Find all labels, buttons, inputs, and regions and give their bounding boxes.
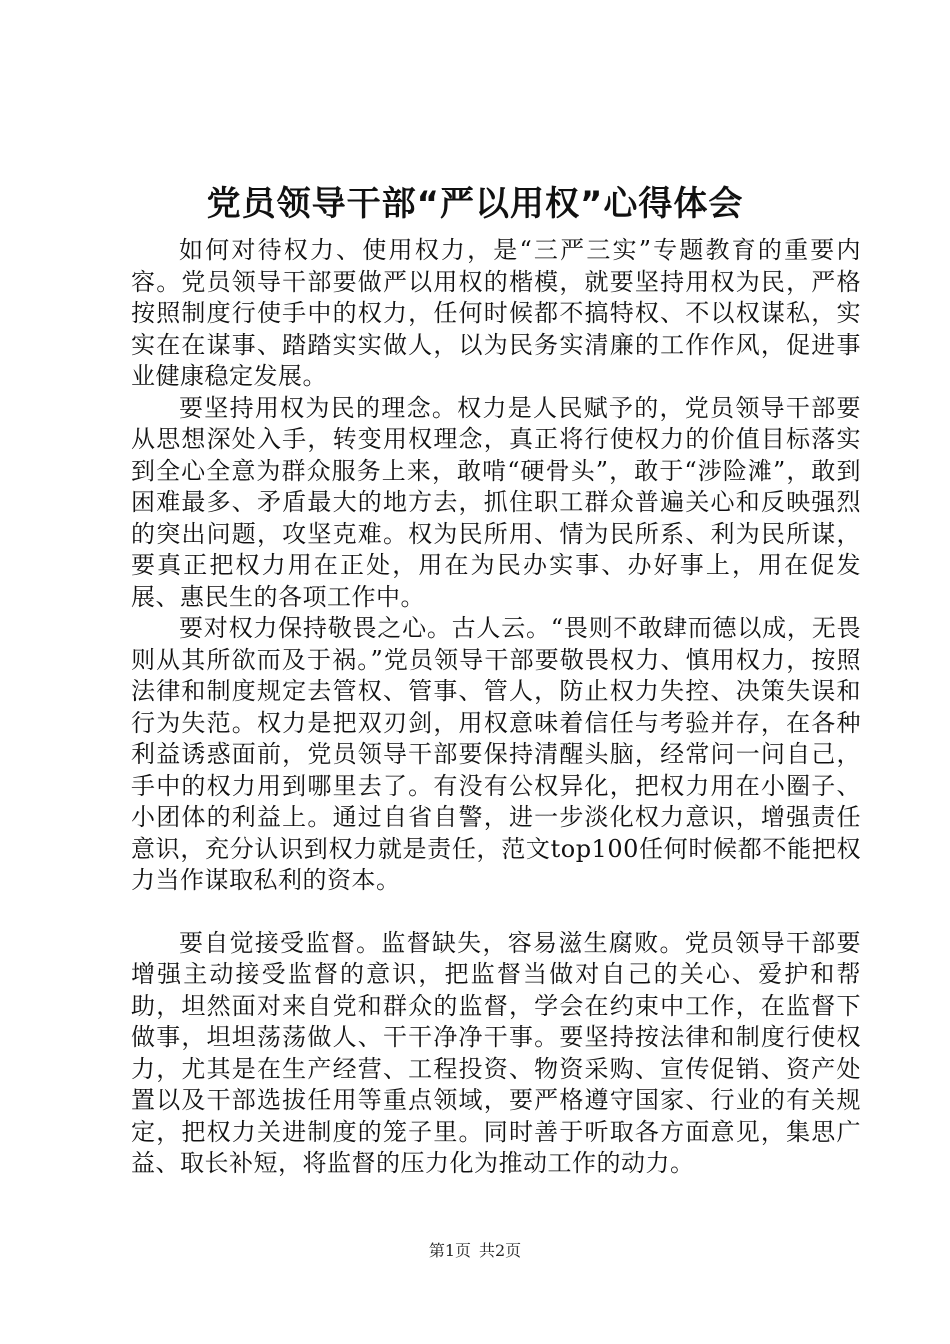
page-total: 共2页 [479,1241,522,1260]
document-body [131,235,861,1180]
paragraph-accept-supervision: 要自觉接受监督。监督缺失，容易滋生腐败。党员领导干部要增强主动接受监督的意识，把监督当做对自己的关心、爱护和帮助，坦然面对来自党和群众的监督，学会在约束中工作，在监督下做事，坦坦荡荡做人、干干净净干事。要坚持按法律和制度行使权力，尤其是在生产经营、工程投资、物资采购、宣传促销、资产处置以及干部选拔任用等重点领域，要严格遵守国家、行业的有关规定，把权力关进制度的笼子里。同时善于听取各方面意见，集思广益、取长补短，将监督的压力化为推动工作的动力。 [131,928,861,1177]
page-footer [0,1240,950,1262]
paragraph-spacer [131,897,861,928]
paragraph-respect-power: 要对权力保持敬畏之心。古人云。“畏则不敢肆而德以成，无畏则从其所欲而及于祸。”党员领导干部要敬畏权力、慎用权力，按照法律和制度规定去管权、管事、管人，防止权力失控、决策失误和行为失范。权力是把双刃剑，用权意味着信任与考验并存，在各种利益诱惑面前，党员领导干部要保持清醒头脑，经常问一问自己，手中的权力用到哪里去了。有没有公权异化，把权力用在小圈子、小团体的利益上。通过自省自警，进一步淡化权力意识，增强责任意识，充分认识到权力就是责任，范文top100任何时候都不能把权力当作谋取私利的资本。 [131,614,861,894]
paragraph-intro: 如何对待权力、使用权力，是“三严三实”专题教育的重要内容。党员领导干部要做严以用权的楷模，就要坚持用权为民，严格按照制度行使手中的权力，任何时候都不搞特权、不以权谋私，实实在在谋事、踏踏实实做人，以为民务实清廉的工作作风，促进事业健康稳定发展。 [131,236,861,390]
paragraph-serve-people: 要坚持用权为民的理念。权力是人民赋予的，党员领导干部要从思想深处入手，转变用权理念，真正将行使权力的价值目标落实到全心全意为群众服务上来，敢啃“硬骨头”，敢于“涉险滩”，敢到困难最多、矛盾最大的地方去，抓住职工群众普遍关心和反映强烈的突出问题，攻坚克难。权为民所用、情为民所系、利为民所谋，要真正把权力用在正处，用在为民办实事、办好事上，用在促发展、惠民生的各项工作中。 [131,393,861,611]
document-title: 党员领导干部“严以用权”心得体会 [206,184,744,224]
page-number: 第1页 [428,1241,471,1260]
